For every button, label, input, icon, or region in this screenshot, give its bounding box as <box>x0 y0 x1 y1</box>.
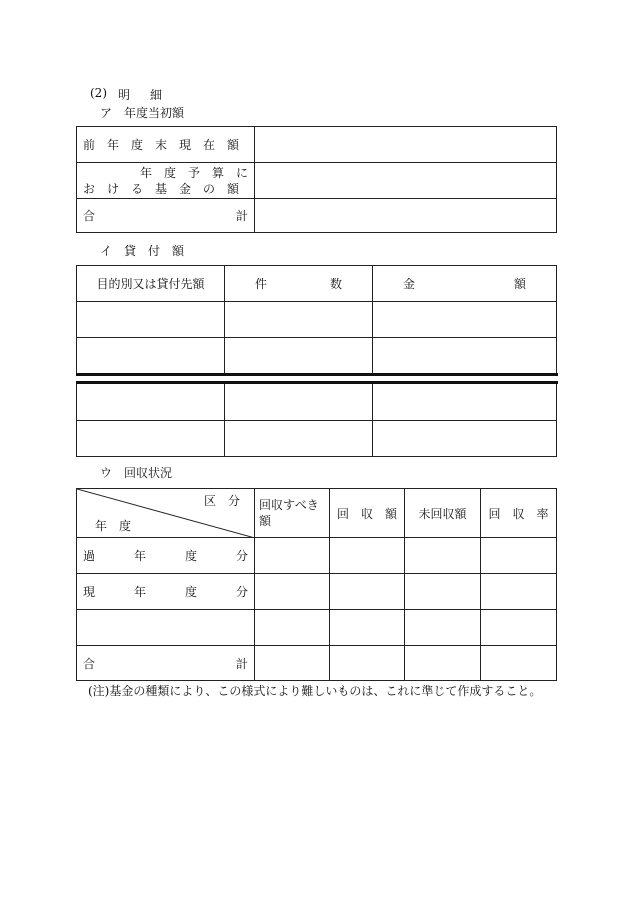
table-row <box>77 384 557 420</box>
col-collected: 回 収 額 <box>330 489 405 538</box>
col-count: 件 数 <box>225 266 373 302</box>
row-label-current: 現 年 度 分 <box>77 574 255 610</box>
footnote: (注)基金の種類により、この様式により難しいものは、これに準じて作成すること。 <box>88 684 542 698</box>
prev-year-end-label: 前 年 度 末 現 在 額 <box>77 127 255 163</box>
col-amount: 金 額 <box>373 266 557 302</box>
loan-amount-table-top <box>76 265 557 374</box>
table-row <box>77 420 557 456</box>
table-row <box>77 302 557 338</box>
table-row <box>77 646 557 681</box>
budget-fund-value <box>255 163 557 199</box>
total-label: 合 計 <box>77 199 255 233</box>
part-i-heading: イ 貸 付 額 <box>100 244 185 258</box>
initial-amount-table <box>76 126 557 233</box>
diag-bottom-label: 年 度 <box>95 519 132 533</box>
table-row <box>77 610 557 646</box>
row-label-total: 合 計 <box>77 646 255 681</box>
diag-top-label: 区 分 <box>203 494 240 508</box>
part-u-heading: ウ 回収状況 <box>100 466 173 480</box>
diagonal-header-cell <box>77 489 255 538</box>
col-to-collect: 回収すべき額 <box>255 489 330 538</box>
col-purpose: 目的別又は貸付先額 <box>77 266 225 302</box>
section-title: 明 細 <box>118 88 167 102</box>
prev-year-end-value <box>255 127 557 163</box>
loan-amount-table-bottom <box>76 384 557 457</box>
part-a-heading: ア 年度当初額 <box>100 106 185 120</box>
table-row <box>77 338 557 374</box>
col-rate: 回 収 率 <box>481 489 557 538</box>
table-row <box>77 574 557 610</box>
row-label-past: 過 年 度 分 <box>77 538 255 574</box>
budget-fund-label: 年 度 予 算 に お け る 基 金 の 額 <box>77 163 255 199</box>
table-row <box>77 538 557 574</box>
col-uncollected: 未回収額 <box>405 489 481 538</box>
section-number: (2) <box>90 86 107 100</box>
total-value <box>255 199 557 233</box>
table-break-line <box>76 373 558 376</box>
collection-status-table <box>76 488 557 681</box>
